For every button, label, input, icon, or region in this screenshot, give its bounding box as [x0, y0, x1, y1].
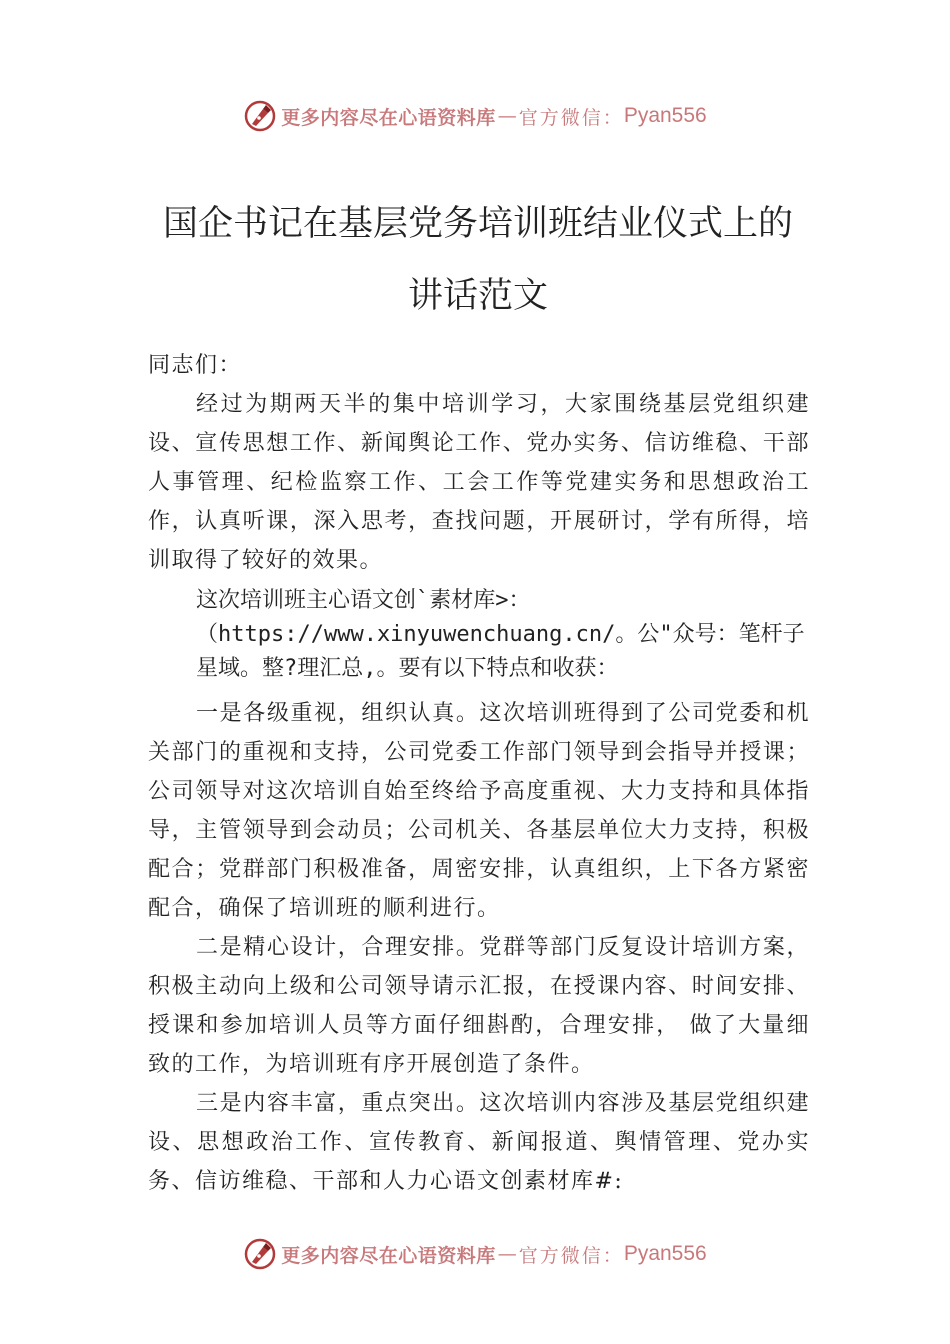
document-body — [148, 346, 810, 1201]
paragraph-2: 这次培训班主心语文创`素材库>：（https://www.xinyuwenchuang.cn/。公"众号：笔杆子星域。整?理汇总,。要有以下特点和收获： — [196, 588, 805, 681]
paragraph-5: 三是内容丰富，重点突出。这次培训内容涉及基层党组织建设、思想政治工作、宣传教育、新闻报道、舆情管理、党办实务、信访维稳、干部和人力心语文创素材库#: — [148, 1091, 810, 1194]
banner-text: 更多内容尽在心语资料库 — [281, 106, 496, 129]
banner-wechat-label: 官方微信： — [518, 1244, 624, 1267]
header-banner — [0, 96, 950, 136]
title-line-1: 国企书记在基层党务培训班结业仪式上的 — [162, 204, 793, 244]
pen-nib-logo-icon — [243, 1237, 277, 1271]
banner-wechat-label: 官方微信： — [518, 106, 624, 129]
banner-separator: — — [497, 105, 517, 127]
banner-wechat-id: Pyan556 — [623, 104, 707, 127]
pen-nib-logo-icon — [243, 99, 277, 133]
paragraph-3: 一是各级重视，组织认真。这次培训班得到了公司党委和机关部门的重视和支持，公司党委工作部门领导到会指导并授课；公司领导对这次培训自始至终给予高度重视、大力支持和具体指导，主管领导到会动员；公司机关、各基层单位大力支持，积极配合；党群部门积极准备，周密安排，认真组织，上下各方紧密配合，确保了培训班的顺利进行。 — [148, 701, 810, 921]
banner-text: 更多内容尽在心语资料库 — [281, 1244, 496, 1267]
banner-wechat-id: Pyan556 — [623, 1242, 707, 1265]
document-title — [148, 188, 808, 332]
banner-separator: — — [497, 1243, 517, 1265]
title-line-2: 讲话范文 — [407, 276, 548, 316]
greeting: 同志们： — [148, 353, 243, 378]
footer-banner — [0, 1234, 950, 1274]
paragraph-4: 二是精心设计，合理安排。党群等部门反复设计培训方案，积极主动向上级和公司领导请示汇报，在授课内容、时间安排、授课和参加培训人员等方面仔细斟酌，合理安排， 做了大量细致的工作，为培训班有序开展创造了条件。 — [148, 935, 810, 1077]
paragraph-1: 经过为期两天半的集中培训学习，大家围绕基层党组织建设、宣传思想工作、新闻舆论工作、党办实务、信访维稳、干部人事管理、纪检监察工作、工会工作等党建实务和思想政治工作，认真听课，深入思考，查找问题，开展研讨，学有所得，培训取得了较好的效果。 — [148, 392, 810, 573]
